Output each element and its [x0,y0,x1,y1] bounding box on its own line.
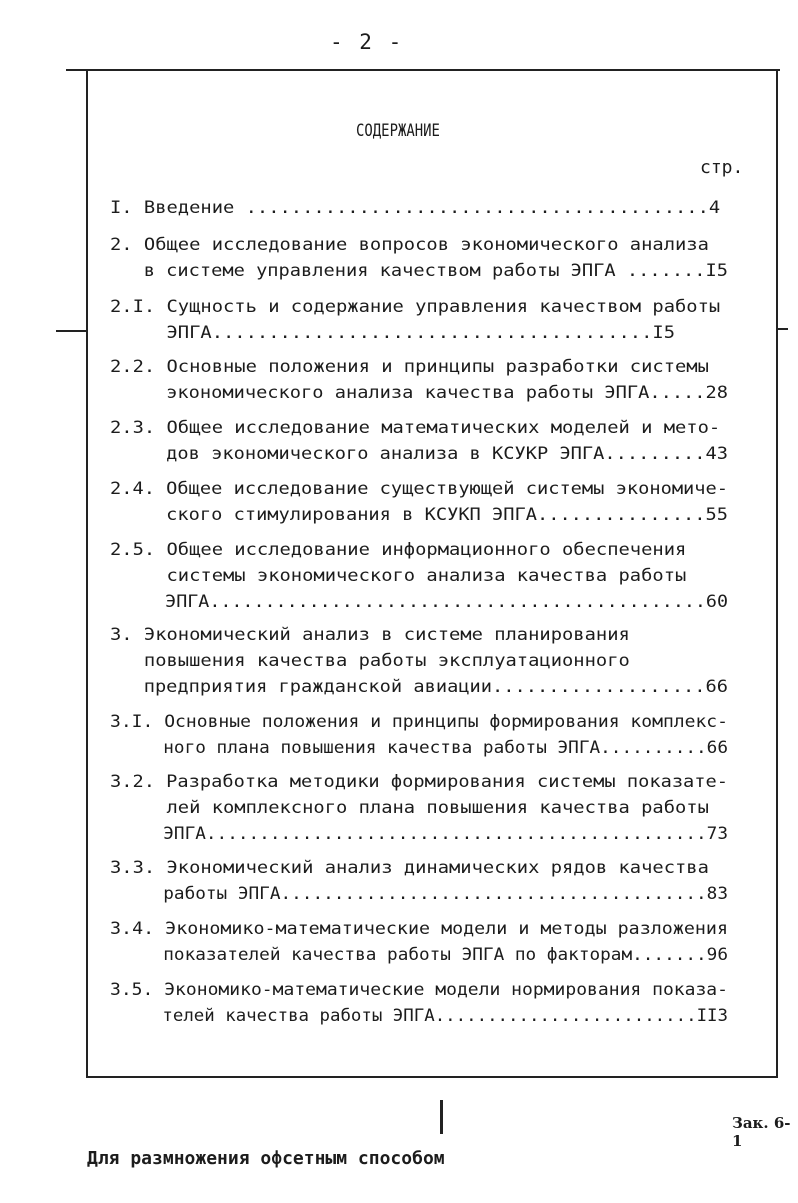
toc-entry-line: в системе управления качеством работы ЭПГА .......I5 [110,261,728,281]
toc-entry-line: 2. Общее исследование вопросов экономического анализа [110,235,709,255]
toc-entry-line: ЭПГА...............................................73 [110,824,728,844]
toc-entry-line: повышения качества работы эксплуатационного [110,651,630,671]
page-column-label: стр. [700,157,744,178]
right-margin-tick [776,328,788,330]
toc-entry-line: ного плана повышения качества работы ЭПГА..........66 [110,738,728,758]
toc-entry-line: 3.5. Экономико-математические модели нормирования показа- [110,980,728,1000]
toc-entry-line: I. Введение .........................................4 [110,198,721,218]
binding-mark [440,1100,443,1134]
toc-entry-line: дов экономического анализа в КСУКР ЭПГА.........43 [110,444,728,464]
toc-entry-line: лей комплексного плана повышения качества работы [110,798,709,818]
toc-entry-line: ского стимулирования в КСУКП ЭПГА...............55 [110,505,728,525]
left-margin-tick [56,330,86,332]
toc-entry-line: 3.I. Основные положения и принципы формирования комплекс- [110,712,728,732]
toc-entry-line: телей качества работы ЭПГА.........................II3 [110,1006,728,1026]
toc-entry-line: 2.I. Сущность и содержание управления качеством работы [110,297,721,317]
toc-title: СОДЕРЖАНИЕ [356,121,440,141]
order-mark: Зак. 6-1 [732,1114,791,1150]
toc-entry-line: 3. Экономический анализ в системе планирования [110,625,630,645]
page-number: - 2 - [330,30,404,54]
toc-entry-line: экономического анализа качества работы ЭПГА.....28 [110,383,728,403]
footer-note: Для размножения офсетным способом [87,1148,445,1169]
toc-entry-line: 2.5. Общее исследование информационного обеспечения [110,540,687,560]
toc-entry-line: 3.4. Экономико-математические модели и методы разложения [110,919,728,939]
toc-entry-line: показателей качества работы ЭПГА по факторам.......96 [110,945,728,965]
toc-entry-line: ЭПГА.............................................60 [110,592,728,612]
toc-entry-line: работы ЭПГА........................................83 [110,884,728,904]
toc-entry-line: 2.2. Основные положения и принципы разработки системы [110,357,709,377]
toc-entry-line: 2.3. Общее исследование математических моделей и мето- [110,418,721,438]
toc-entry-line: системы экономического анализа качества работы [110,566,687,586]
toc-entry-line: 2.4. Общее исследование существующей системы экономиче- [110,479,728,499]
toc-entry-line: ЭПГА.......................................I5 [110,323,675,343]
toc-entry-line: 3.2. Разработка методики формирования системы показате- [110,772,728,792]
toc-entry-line: 3.3. Экономический анализ динамических рядов качества [110,858,709,878]
toc-entry-line: предприятия гражданской авиации...................66 [110,677,728,697]
